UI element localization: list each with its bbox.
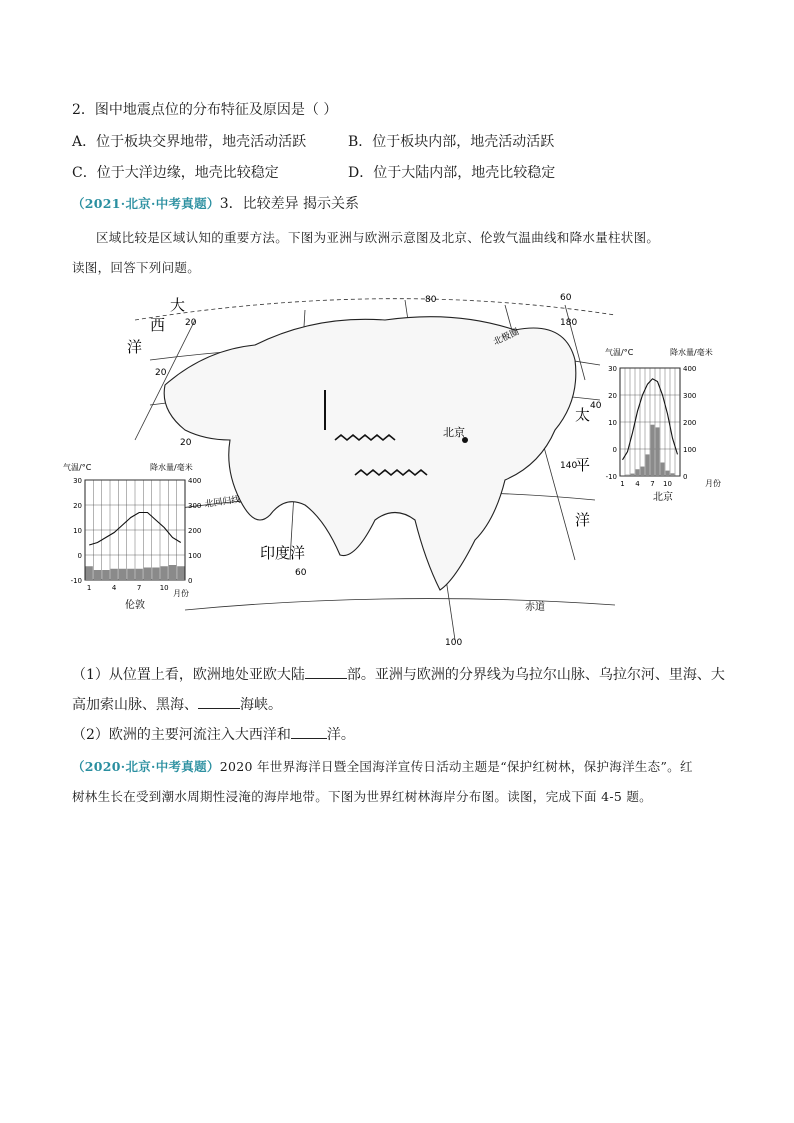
london-month-unit: 月份 xyxy=(173,589,189,598)
precip-bar xyxy=(111,569,118,580)
temp-tick-label: 20 xyxy=(73,502,82,510)
ocean-label-indian: 印度洋 xyxy=(260,544,306,562)
precip-bar xyxy=(641,467,645,476)
q2-stem: 2．图中地震点位的分布特征及原因是（ ） xyxy=(72,102,338,118)
q3-sub2 xyxy=(72,724,355,745)
answer-blank[interactable] xyxy=(198,694,240,709)
parallel-line xyxy=(135,299,615,320)
answer-blank[interactable] xyxy=(305,664,347,679)
temp-tick-label: -10 xyxy=(70,577,82,585)
precip-bar xyxy=(94,570,101,580)
precip-bar xyxy=(177,566,184,580)
q2-option-a: A．位于板块交界地带，地壳活动活跃 xyxy=(72,134,307,150)
q4-intro-line1 xyxy=(72,757,693,777)
grid-label: 140 xyxy=(560,461,578,471)
grid-label: 60 xyxy=(560,293,572,303)
grid-label: 100 xyxy=(445,638,463,648)
q3-sub1-line2 xyxy=(72,694,282,715)
precip-bar xyxy=(86,566,93,580)
precip-tick-label: 400 xyxy=(683,365,697,373)
london-chart-title: 伦敦 xyxy=(125,600,145,611)
precip-tick-label: 200 xyxy=(683,419,697,427)
arctic-circle-label: 北极圈 xyxy=(492,327,521,348)
grid-label: 20 xyxy=(180,438,192,448)
q3-header xyxy=(72,194,359,214)
q3-sub2-text-a: （2）欧洲的主要河流注入大西洋和 xyxy=(72,727,291,743)
eurasia-landmass xyxy=(164,317,576,590)
beijing-label: 北京 xyxy=(443,426,465,439)
ocean-label-atlantic-2: 西 xyxy=(150,316,166,334)
q3-intro-line2: 读图，回答下列问题。 xyxy=(72,260,201,275)
q4-source-tag: （2020·北京·中考真题） xyxy=(72,759,220,774)
q4-intro-line2: 树林生长在受到潮水周期性浸淹的海岸地带。下图为世界红树林海岸分布图。读图，完成下面 4-5 题。 xyxy=(72,789,652,804)
q3-sub1-text-d: 海峡。 xyxy=(240,697,282,713)
precip-bar xyxy=(144,568,151,581)
beijing-month-unit: 月份 xyxy=(705,479,721,488)
answer-blank[interactable] xyxy=(291,724,327,739)
precip-bar xyxy=(102,570,109,580)
temp-tick-label: 20 xyxy=(608,392,617,400)
precip-tick-label: 300 xyxy=(683,392,697,400)
precip-bar xyxy=(646,454,650,476)
q3-source-tag: （2021·北京·中考真题） xyxy=(72,196,220,211)
grid-label: 20 xyxy=(155,368,167,378)
q3-intro-line1: 区域比较是区域认知的重要方法。下图为亚洲与欧洲示意图及北京、伦敦气温曲线和降水量柱状图。 xyxy=(96,230,660,245)
tropic-of-cancer-label: 北回归线 xyxy=(204,495,242,510)
q3-sub1-text-c: 高加索山脉、黑海、 xyxy=(72,697,198,713)
precip-bar xyxy=(152,568,159,581)
ocean-label-atlantic-3: 洋 xyxy=(127,338,143,356)
precip-tick-label: 100 xyxy=(683,446,697,454)
precip-bar xyxy=(127,569,134,580)
ocean-label-pacific-2: 平 xyxy=(575,456,591,474)
temp-tick-label: 30 xyxy=(73,477,82,485)
grid-label: 20 xyxy=(185,318,197,328)
temp-tick-label: -10 xyxy=(605,473,617,481)
asia-europe-map-figure xyxy=(55,290,745,650)
equator-label: 赤道 xyxy=(525,602,545,613)
precip-bar xyxy=(621,475,625,476)
precip-bar xyxy=(631,474,635,476)
london-precip-unit: 降水量/毫米 xyxy=(150,463,193,472)
q2-option-b: B．位于板块内部，地壳活动活跃 xyxy=(348,134,555,150)
month-tick-label: 10 xyxy=(159,584,169,592)
precip-tick-label: 100 xyxy=(188,552,202,560)
beijing-climate-chart xyxy=(605,347,721,503)
month-tick-label: 7 xyxy=(650,480,655,488)
beijing-precip-unit: 降水量/毫米 xyxy=(670,348,713,357)
grid-label: 60 xyxy=(295,568,307,578)
precip-bar xyxy=(656,427,660,476)
q3-sub1-line1 xyxy=(72,664,725,685)
precip-bar xyxy=(636,469,640,476)
map-svg xyxy=(55,290,745,650)
q3-sub1-text-a: （1）从位置上看，欧洲地处亚欧大陆 xyxy=(72,667,305,683)
precip-tick-label: 200 xyxy=(188,527,202,535)
grid-label: 80 xyxy=(425,295,437,305)
q3-sub2-text-b: 洋。 xyxy=(326,727,355,743)
precip-bar xyxy=(671,473,675,476)
month-tick-label: 7 xyxy=(136,584,142,592)
beijing-chart-title: 北京 xyxy=(653,492,673,503)
precip-bar xyxy=(161,566,168,580)
precip-tick-label: 300 xyxy=(188,502,202,510)
london-climate-chart xyxy=(63,462,201,611)
q3-title: 3．比较差异 揭示关系 xyxy=(219,196,360,212)
month-tick-label: 1 xyxy=(620,480,625,488)
temp-tick-label: 10 xyxy=(73,527,82,535)
month-tick-label: 1 xyxy=(86,584,92,592)
q3-sub1-text-b: 部。亚洲与欧洲的分界线为乌拉尔山脉、乌拉尔河、里海、大 xyxy=(346,667,725,683)
temp-tick-label: 0 xyxy=(612,446,617,454)
month-tick-label: 10 xyxy=(663,480,672,488)
month-tick-label: 4 xyxy=(111,584,117,592)
q2-option-c: C．位于大洋边缘，地壳比较稳定 xyxy=(72,165,279,181)
precip-bar xyxy=(169,565,176,580)
month-tick-label: 4 xyxy=(635,480,640,488)
ocean-label-pacific-3: 洋 xyxy=(575,511,591,529)
temp-tick-label: 0 xyxy=(77,552,82,560)
temp-tick-label: 10 xyxy=(608,419,617,427)
precip-bar xyxy=(666,471,670,476)
precip-bar xyxy=(119,569,126,580)
q4-text1: 2020 年世界海洋日暨全国海洋宣传日活动主题是“保护红树林，保护海洋生态”。红 xyxy=(219,759,693,774)
precip-bar xyxy=(651,425,655,476)
equator-line xyxy=(185,599,615,610)
precip-tick-label: 0 xyxy=(188,577,193,585)
grid-label: 180 xyxy=(560,318,578,328)
ocean-label-pacific-1: 太 xyxy=(575,406,591,424)
ocean-label-atlantic-1: 大 xyxy=(170,296,186,314)
precip-bar xyxy=(676,475,680,476)
grid-label: 40 xyxy=(590,401,602,411)
precip-bar xyxy=(136,569,143,580)
precip-tick-label: 0 xyxy=(683,473,688,481)
precip-bar xyxy=(626,475,630,476)
beijing-temp-unit: 气温/°C xyxy=(605,348,634,357)
precip-bar xyxy=(661,463,665,477)
q2-option-d: D．位于大陆内部，地壳比较稳定 xyxy=(348,165,556,181)
london-temp-unit: 气温/°C xyxy=(63,463,92,472)
temp-tick-label: 30 xyxy=(608,365,617,373)
precip-tick-label: 400 xyxy=(188,477,202,485)
